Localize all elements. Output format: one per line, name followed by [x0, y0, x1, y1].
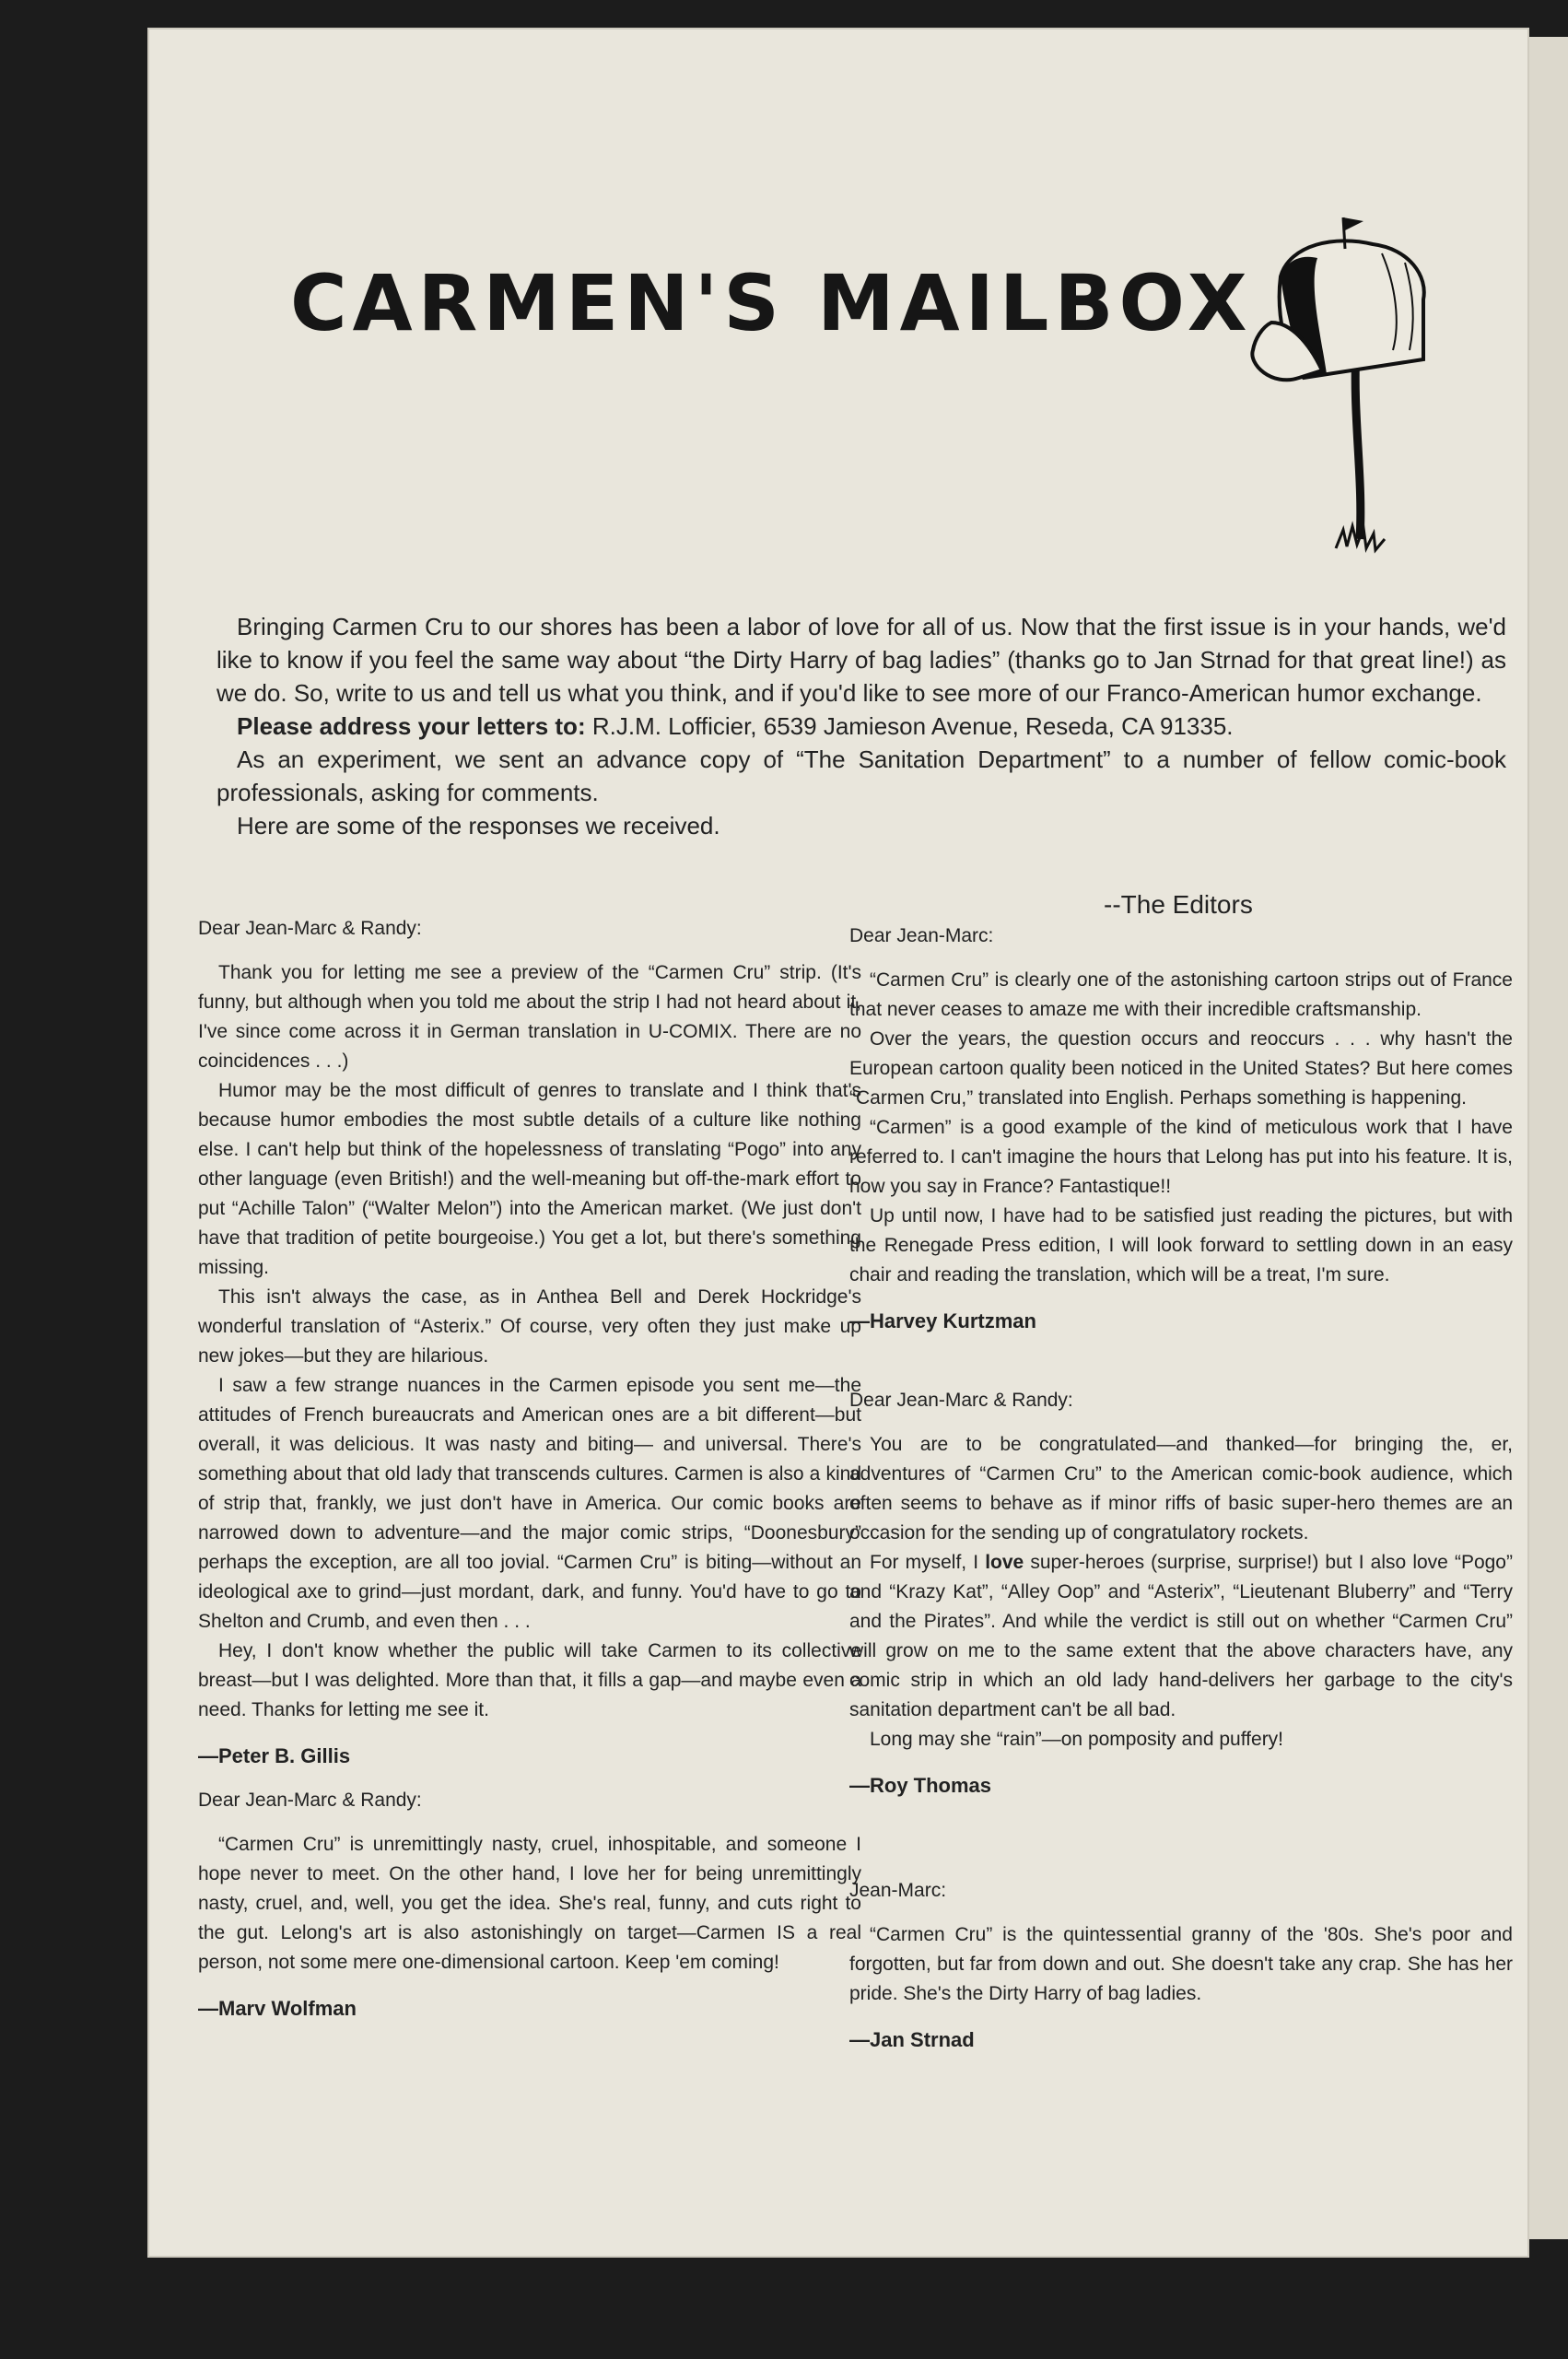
letter-paragraph: “Carmen Cru” is the quintessential granny of the '80s. She's poor and forgotten, but far from down and out. She doesn't take any crap. She has her pride. She's the Dirty Harry of bag ladies. — [849, 1924, 1513, 2004]
editors-signature: --The Editors — [1104, 890, 1253, 919]
address-label: Please address your letters to: — [237, 712, 586, 740]
letter-signature: —Harvey Kurtzman — [849, 1309, 1036, 1332]
next-page-edge — [1529, 37, 1568, 2239]
letter-paragraph: Over the years, the question occurs and reoccurs . . . why hasn't the European cartoon quality been noticed in the United States? But here comes “Carmen Cru,” translated into English. Perhaps something is happening. — [849, 1028, 1513, 1109]
letter-paragraph: Long may she “rain”—on pomposity and puffery! — [870, 1729, 1284, 1750]
letter-paragraph: “Carmen Cru” is unremittingly nasty, cruel, inhospitable, and someone I hope never to meet. On the other hand, I love her for being unremittingly nasty, cruel, and, well, you get the idea. She's real, funny, and cuts right to the gut. Lelong's art is also astonishingly on target—Carmen IS a real person, not some mere one-dimensional cartoon. Keep 'em coming! — [198, 1834, 861, 1973]
letter-signature: —Marv Wolfman — [198, 1997, 357, 2020]
letter-strnad — [849, 1876, 1513, 2055]
letter-paragraph: Hey, I don't know whether the public will take Carmen to its collective breast—but I was delighted. More than that, it fills a gap—and maybe even a need. Thanks for letting me see it. — [198, 1640, 861, 1720]
letter-emphasis: love — [985, 1552, 1024, 1573]
letter-paragraph: You are to be congratulated—and thanked—for bringing the, er, adventures of “Carmen Cru” to the American comic-book audience, which often seems to behave as if minor riffs of basic super-hero themes are an occasion for the sending up of congratulatory rockets. — [849, 1434, 1513, 1543]
letter-paragraph: Humor may be the most difficult of genres to translate and I think that's because humor embodies the most subtle details of a culture like nothing else. I can't help but think of the hopelessness of translating “Pogo” into any other language (even British!) and the well-meaning but off-the-mark effort to put “Achille Talon” (“Walter Melon”) into the American market. (We just don't have that tradition of petite bourgeoise.) You get a lot, but there's something missing. — [198, 1080, 861, 1278]
letter-paragraph: “Carmen Cru” is clearly one of the astonishing cartoon strips out of France that never ceases to amaze me with their incredible craftsmanship. — [849, 969, 1513, 1020]
intro-paragraph: As an experiment, we sent an advance copy of “The Sanitation Department” to a number of fellow comic-book professionals, asking for comments. — [216, 745, 1506, 806]
letter-salutation: Dear Jean-Marc & Randy: — [198, 1790, 422, 1811]
letter-salutation: Dear Jean-Marc & Randy: — [849, 1390, 1073, 1411]
letter-kurtzman — [849, 921, 1513, 1336]
letter-text: super-heroes (surprise, surprise!) but I also love “Pogo” and “Krazy Kat”, “Alley Oop” and “Asterix”, “Lieutenant Bluberry” and “Terry and the Pirates”. And while the verdict is still out on whether “Carmen Cru” will grow on me to the same extent that the above characters have, any comic strip in which an old lady hand-delivers her garbage to the city's sanitation department can't be all bad. — [849, 1552, 1513, 1720]
letter-paragraph: This isn't always the case, as in Anthea Bell and Derek Hockridge's wonderful translation of “Asterix.” Of course, very often they just make up new jokes—but they are hilarious. — [198, 1286, 861, 1367]
letter-paragraph: “Carmen” is a good example of the kind of meticulous work that I have referred to. I can't imagine the hours that Lelong has put into his feature. It is, how you say in France? Fantastique!! — [849, 1117, 1513, 1197]
letter-signature: —Peter B. Gillis — [198, 1744, 351, 1767]
address-value: R.J.M. Lofficier, 6539 Jamieson Avenue, Reseda, CA 91335. — [591, 712, 1234, 740]
letter-signature: —Roy Thomas — [849, 1774, 992, 1797]
letter-signature: —Jan Strnad — [849, 2028, 975, 2051]
letter-wolfman — [198, 1786, 861, 2024]
intro-paragraph: Here are some of the responses we received. — [237, 812, 720, 839]
letter-paragraph: Up until now, I have had to be satisfied just reading the pictures, but with the Renegade Press edition, I will look forward to settling down in an easy chair and reading the translation, which will be a treat, I'm sure. — [849, 1205, 1513, 1285]
letter-text: For myself, I — [870, 1552, 986, 1573]
letter-paragraph: Thank you for letting me see a preview of the “Carmen Cru” strip. (It's funny, but although when you told me about the strip I had not heard about it, I've since come across it in German translation in U-COMIX. There are no coincidences . . .) — [198, 962, 861, 1072]
letter-salutation: Dear Jean-Marc & Randy: — [198, 918, 422, 939]
letter-gillis — [198, 914, 861, 1771]
letter-paragraph — [849, 1548, 1513, 1725]
letter-paragraph: I saw a few strange nuances in the Carmen episode you sent me—the attitudes of French bureaucrats and American ones are a bit different—but overall, it was delicious. It was nasty and biting— and universal. There's something about that old lady that transcends cultures. Carmen is also a kind of strip that, frankly, we just don't have in America. Our comic books are narrowed down to adventure—and the major comic strips, “Doonesbury” perhaps the exception, are all too jovial. “Carmen Cru” is biting—without an ideological axe to grind—just mordant, dark, and funny. You'd have to go to Shelton and Crumb, and even then . . . — [198, 1375, 861, 1632]
mailbox-illustration — [1235, 212, 1446, 571]
letter-salutation: Dear Jean-Marc: — [849, 925, 994, 946]
magazine-page — [147, 28, 1529, 2258]
page-title: CARMEN'S MAILBOX — [290, 258, 1253, 348]
letter-thomas — [849, 1386, 1513, 1801]
intro-text — [216, 610, 1506, 842]
intro-paragraph: Bringing Carmen Cru to our shores has been a labor of love for all of us. Now that the first issue is in your hands, we'd like to know if you feel the same way about “the Dirty Harry of bag ladies” (thanks go to Jan Strnad for that great line!) as we do. So, write to us and tell us what you think, and if you'd like to see more of our Franco-American humor exchange. — [216, 613, 1506, 707]
address-line — [216, 710, 1506, 743]
letter-salutation: Jean-Marc: — [849, 1880, 947, 1901]
